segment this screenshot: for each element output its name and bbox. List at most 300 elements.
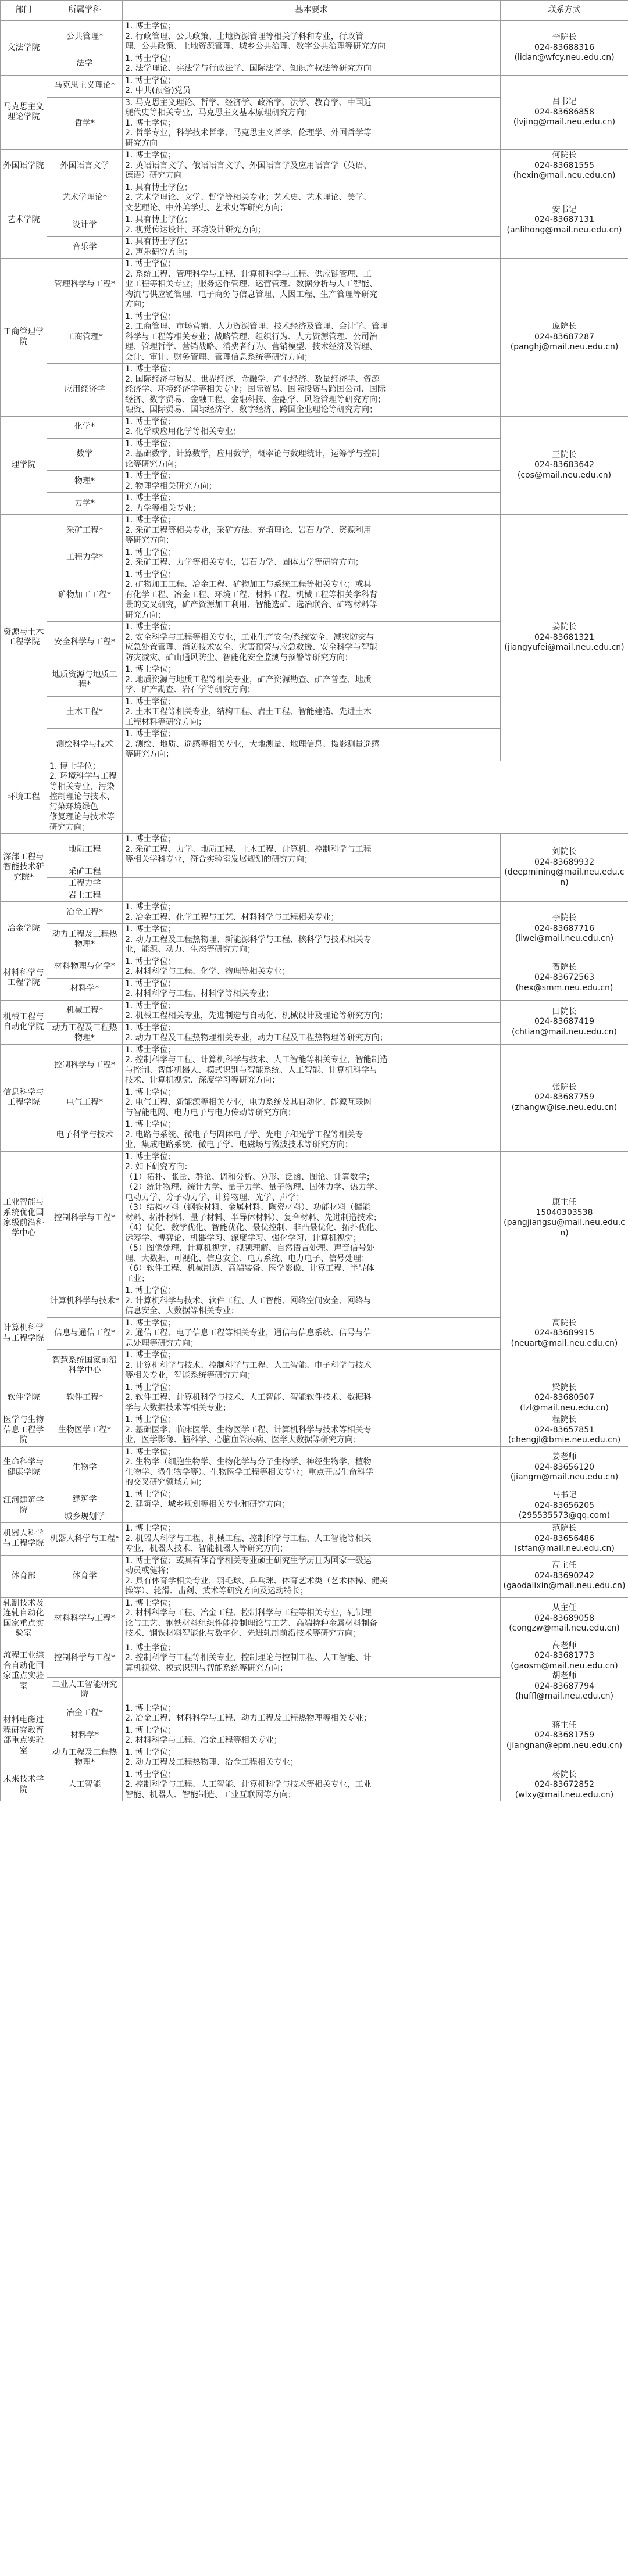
requirements-cell [123, 1555, 501, 1597]
department-cell: 材料电磁过程研究教育部重点实验室 [1, 1703, 47, 1769]
contact-name: 杨院长 [552, 1769, 577, 1779]
requirement-line: 2. 土木工程等相关专业，结构工程、岩土工程、智能建造、先进土木 [125, 707, 372, 716]
discipline-cell: 安全科学与工程* [47, 622, 123, 664]
requirement-line: 2. 测绘、地质、遥感等相关专业，大地测量、地理信息、摄影测量遥感 [125, 739, 380, 749]
header-requirements: 基本要求 [123, 1, 501, 21]
contact-email: (jiangyufei@mail.neu.edu.cn) [504, 643, 625, 652]
header-department: 部门 [1, 1, 47, 21]
contact-phone: 024-83688316 [534, 42, 595, 52]
contact-name: 范院长 [552, 1524, 577, 1533]
contact-cell [501, 1151, 628, 1285]
discipline-cell: 环境工程 [1, 761, 47, 834]
discipline-cell: 机器人科学与工程* [47, 1523, 123, 1556]
requirement-line: 等研究方向； [125, 750, 174, 759]
requirement-line: 2. 通信工程、电子信息工程等相关专业，通信与信息系统、信号与信 [125, 1328, 372, 1338]
requirement-line: 操等）、轮滑、击剑、武术等研究方向及运动特长； [125, 1586, 308, 1596]
contact-cell [501, 902, 628, 956]
requirement-line: 1. 博士学位； [125, 1382, 176, 1392]
requirement-line: 1. 博士学位； [125, 364, 176, 374]
table-row [1, 1000, 628, 1022]
requirement-line: 2. 行政管理、公共政策、土地资源管理等相关学科和专业，行政管 [125, 31, 363, 41]
requirements-cell [123, 515, 501, 547]
requirement-line: 1. 博士学位； [125, 622, 176, 632]
table-row [1, 515, 628, 547]
requirements-cell [123, 1640, 501, 1677]
contact-name: 蒋主任 [552, 1720, 577, 1730]
requirements-cell [123, 311, 501, 364]
requirements-cell [123, 878, 501, 890]
department-cell: 冶金学院 [1, 902, 47, 956]
contact-name: 田院长 [552, 1006, 577, 1016]
table-row [1, 1382, 628, 1414]
department-cell: 工商管理学院 [1, 259, 47, 417]
requirements-cell [123, 1489, 501, 1511]
department-cell: 计算机科学与工程学院 [1, 1285, 47, 1382]
requirement-line: 经济学、环境经济学等相关专业；国际贸易、国际投资与跨国公司、国际 [125, 385, 386, 394]
requirements-cell [123, 1597, 501, 1640]
department-cell: 理学院 [1, 416, 47, 515]
department-cell: 机械工程与自动化学院 [1, 1000, 47, 1044]
contact-cell [501, 515, 628, 761]
contact-email: (congzw@mail.neu.edu.cn) [509, 1624, 620, 1633]
requirement-line: 工程材料等研究方向； [125, 717, 206, 727]
department-cell: 未来技术学院 [1, 1769, 47, 1801]
requirements-cell [123, 182, 501, 214]
contact-phone: 024-83681321 [534, 632, 595, 642]
department-cell: 机器人科学与工程学院 [1, 1523, 47, 1556]
requirement-line: 2. 电气工程、新能源等相关专业，电力系统及其自动化、能源互联网 [125, 1098, 372, 1107]
requirements-cell [123, 471, 501, 493]
requirement-line: （5）图像处理、计算机视觉、视频理解、自然语言处理、声音信号处 [125, 1244, 374, 1253]
requirement-line: 1. 博士学位； [125, 902, 176, 912]
requirement-line: 1. 博士学位；或具有体育学相关专业硕士研究生学历且为国家一级运 [125, 1556, 372, 1565]
requirement-line: 材料、拓扑材料、量子材料、半导体材料）、复合材料、先进制造技术； [125, 1213, 381, 1223]
contact-name: 张院长 [552, 1082, 577, 1092]
requirement-line: 2. 物理学相关研究方向； [125, 481, 217, 491]
requirement-line: 专业，机器人技术、智能机器人等研究方向； [125, 1544, 288, 1553]
department-cell: 生命科学与健康学院 [1, 1446, 47, 1489]
discipline-cell [123, 1677, 501, 1703]
requirement-line: 与控制、智能机器人、模式识别与智能系统、人工智能、计算机科学与 [125, 1065, 377, 1075]
requirement-line: 2. 声乐研究方向； [125, 247, 192, 257]
requirements-cell [123, 1725, 501, 1747]
table-row [1, 1414, 628, 1447]
discipline-cell: 矿物加工工程* [47, 569, 123, 622]
requirement-line: 2. 控制科学与工程、人工智能、计算机科学与技术等相关专业，工业 [125, 1780, 372, 1789]
requirement-line: 1. 博士学位； [125, 1023, 176, 1033]
requirement-line: 信息安全、大数据等相关专业； [125, 1306, 239, 1316]
discipline-cell: 管理科学与工程* [47, 259, 123, 311]
contact-phone: 024-83672852 [534, 1780, 595, 1789]
requirement-line: 1. 博士学位； [125, 1489, 176, 1499]
requirement-line: 1. 博士学位； [125, 1152, 176, 1162]
contact-email: (hex@smm.neu.edu.cn) [515, 983, 613, 993]
requirement-line: 工业； [125, 1274, 149, 1284]
discipline-cell: 电子科学与技术 [47, 1119, 123, 1152]
table-row [1, 21, 628, 53]
requirements-cell [123, 1119, 501, 1152]
requirement-line: 2. 冶金工程、化学工程与工艺、材料科学与工程相关专业； [125, 912, 339, 922]
requirement-line: 学与大数据技术等相关专业； [125, 1403, 231, 1413]
contact-name: 姜老师 [552, 1452, 577, 1462]
requirements-cell [123, 150, 501, 182]
requirement-line: 生物学、微生物学等）、生物医学工程等相关专业；重点开展生命科学 [125, 1467, 373, 1477]
table-header-row [1, 1, 628, 21]
department-cell: 材料科学与工程学院 [1, 956, 47, 1000]
requirements-cell [123, 729, 501, 761]
discipline-cell: 软件工程* [47, 1382, 123, 1414]
requirement-line: 电动力学、分子动力学、计算物理、光学、声学； [125, 1192, 304, 1202]
requirement-line: 防灾减灾、矿山通风防尘、智能化安全监测与预警等研究方向； [125, 653, 353, 662]
discipline-cell: 化学* [47, 416, 123, 438]
discipline-cell: 测绘科学与技术 [47, 729, 123, 761]
table-row [1, 834, 628, 866]
requirement-line: 2. 建筑学、城乡规划等相关专业和研究方向； [125, 1500, 290, 1509]
discipline-cell: 人工智能 [47, 1769, 123, 1801]
contact-name: 程院长 [552, 1415, 577, 1424]
requirements-cell [123, 1151, 501, 1285]
discipline-cell: 计算机科学与技术* [47, 1285, 123, 1318]
discipline-cell: 冶金工程* [47, 1703, 123, 1725]
requirement-line: 1. 博士学位； [125, 1120, 176, 1129]
table-row [1, 150, 628, 182]
contact-cell [501, 1769, 628, 1801]
requirement-line: 2. 如下研究方向： [125, 1162, 192, 1171]
requirements-cell [123, 696, 501, 729]
requirement-line: 2. 国际经济与贸易、世界经济、金融学、产业经济、数量经济学、资源 [125, 374, 380, 384]
contact-email: (cos@mail.neu.edu.cn) [517, 470, 612, 480]
requirement-line: 研究方向； [125, 610, 166, 620]
table-row [1, 1769, 628, 1801]
contact-email: (anlihong@mail.neu.edu.cn) [506, 225, 622, 235]
department-cell: 流程工业综合自动化国家重点实验室 [1, 1640, 47, 1703]
requirements-cell [123, 53, 501, 75]
table-row [1, 1285, 628, 1318]
requirement-line: 德语）研究方向 [125, 171, 182, 180]
requirements-cell [123, 438, 501, 471]
requirement-line: 等研究方向； [125, 536, 174, 545]
requirement-line: 理、公共政策、土地资源管理、城乡公共治理、数字公共治理等研究方向 [125, 42, 386, 51]
contact-phone: 024-83687419 [534, 1017, 595, 1027]
requirement-line: 2. 材料科学与工程、材料学等相关专业； [125, 989, 274, 998]
requirements-cell [123, 1747, 501, 1769]
requirement-line: 1. 博士学位； [49, 761, 101, 771]
discipline-cell: 工程力学* [47, 547, 123, 569]
requirements-cell [123, 1703, 501, 1725]
requirement-line: 2. 电路与系统、微电子与固体电子学、光电子和光学工程等相关专 [125, 1130, 363, 1140]
requirement-line: 1. 博士学位； [125, 925, 176, 934]
department-cell: 医学与生物信息工程学院 [1, 1414, 47, 1447]
requirements-cell [123, 902, 501, 924]
requirement-line: 1. 博士学位； [125, 547, 176, 557]
table-row [1, 1703, 628, 1725]
requirement-line: 业，能源、动力、生态等研究方向； [125, 945, 255, 954]
department-cell: 工业智能与系统优化国家级前沿科学中心 [1, 1151, 47, 1285]
requirement-line: 1. 博士学位； [125, 1415, 176, 1424]
discipline-cell: 地质资源与地质工程* [47, 664, 123, 697]
contact-email: (chengjl@bmie.neu.edu.cn) [508, 1435, 621, 1445]
requirement-line: 的交叉研究领域方向； [125, 1478, 206, 1487]
contact-email: (lzl@mail.neu.edu.cn) [520, 1403, 609, 1413]
requirement-line: 2. 中共(预备)党员 [125, 86, 191, 95]
contact-name: 刘院长 [552, 847, 577, 857]
contact-email: (295535573@qq.com) [518, 1511, 611, 1520]
contact-phone: 024-83687716 [534, 923, 595, 933]
contact-name: 康主任 [552, 1198, 577, 1208]
requirement-line: 2. 软件工程、计算机科学与技术、人工智能、智能软件技术、数据科 [125, 1393, 372, 1402]
requirements-cell [123, 956, 501, 978]
contact-cell [501, 1044, 628, 1151]
contact-phone: 024-83687759 [534, 1092, 595, 1102]
contact-cell [501, 1489, 628, 1523]
requirement-line: 1. 博士学位； [125, 259, 176, 268]
requirement-line: 2. 环境科学与工程等相关专业，污染控制理论与技术、污染环境绿色 [49, 772, 117, 812]
contact-name: 胡老师 [552, 1671, 577, 1681]
discipline-cell: 哲学* [47, 97, 123, 150]
contact-email: (pangjiangsu@mail.neu.edu.cn) [504, 1218, 625, 1238]
requirements-cell [123, 924, 501, 956]
discipline-cell: 动力工程及工程热物理* [47, 1022, 123, 1044]
requirement-line: 2. 材料科学与工程、冶金工程等相关专业； [125, 1736, 282, 1745]
discipline-cell: 设计学 [47, 214, 123, 237]
requirement-line: 技术、计算机视觉、深度学习等研究方向； [125, 1076, 280, 1085]
requirement-line: 1. 博士学位； [125, 729, 176, 739]
requirement-line: 1. 博士学位； [125, 1643, 176, 1653]
requirement-line: 1. 博士学位； [125, 53, 176, 63]
requirement-line: 智能、机器人、智能制造、工业互联网等方向； [125, 1790, 296, 1800]
table-row [1, 1597, 628, 1640]
requirement-line: 融资、国际贸易、国际经济学、数字经济、跨国企业理论等研究方向； [125, 405, 377, 414]
discipline-cell: 智慧系统国家前沿科学中心 [47, 1350, 123, 1382]
contact-phone: 024-83689058 [534, 1613, 595, 1623]
contact-phone: 024-83687794 [534, 1681, 595, 1691]
discipline-cell: 公共管理* [47, 21, 123, 53]
requirement-line: 2. 矿物加工工程、冶金工程、矿物加工与系统工程等相关专业；或具 [125, 580, 372, 589]
requirement-line: 等相关专业，智能系统等研究方向； [125, 1371, 255, 1380]
contact-cell [501, 1446, 628, 1489]
discipline-cell: 控制科学与工程* [47, 1640, 123, 1677]
discipline-cell: 采矿工程 [47, 866, 123, 878]
contact-cell [501, 1285, 628, 1382]
department-cell: 工业人工智能研究院 [47, 1677, 123, 1703]
contact-phone: 024-83686858 [534, 107, 595, 117]
requirement-line: 2. 地质资源与地质工程等相关专业，矿产资源勘查、矿产普查、地质 [125, 675, 372, 685]
requirement-line: 应急处置管理、消防技术安全、灾害预警与应急救援、安全科学与智能 [125, 643, 377, 652]
table-row [1, 1446, 628, 1489]
contact-cell [501, 416, 628, 515]
requirement-line: 1. 博士学位； [125, 834, 176, 844]
requirement-line: 2. 视觉传达设计、环境设计研究方向； [125, 225, 266, 235]
discipline-cell: 工程力学 [47, 878, 123, 890]
requirement-line: 算机视觉、模式识别与智能系统等研究方向； [125, 1663, 288, 1673]
requirement-line: 有化学工程、冶金工程、环境工程、材料工程、机械工程等相关学科背 [125, 590, 377, 600]
contact-cell [501, 1640, 628, 1703]
requirement-line: 1. 博士学位； [125, 1769, 176, 1779]
requirement-line: 2. 安全科学与工程等相关专业，工业生产安全/系统安全、减灾防灾与 [125, 632, 374, 642]
requirement-line: 2. 基础医学、临床医学、生物医学工程、计算机科学与技术等相关专 [125, 1425, 372, 1435]
requirement-line: 1. 博士学位； [125, 569, 176, 579]
requirement-line: 文艺理论、中外美学史、艺术史等研究方向； [125, 203, 288, 213]
contact-email: (gaodalixin@mail.neu.edu.cn) [503, 1581, 626, 1591]
department-cell: 软件学院 [1, 1382, 47, 1414]
requirement-line: 2. 工商管理、市场营销、人力资源管理、技术经济及管理、会计学、管理 [125, 322, 388, 331]
requirement-line: 2. 控制科学与工程等相关专业，控制理论与控制工程、人工智能、计 [125, 1653, 372, 1663]
requirements-cell [123, 1414, 501, 1447]
requirement-line: 2. 冶金工程、材料科学与工程、动力工程及工程热物理等相关专业； [125, 1714, 372, 1723]
table-row [1, 1523, 628, 1556]
header-contact: 联系方式 [501, 1, 628, 21]
contact-cell [501, 956, 628, 1000]
contact-email: (chtian@mail.neu.edu.cn) [512, 1027, 617, 1037]
department-cell: 艺术学院 [1, 182, 47, 259]
requirement-line: 息处理等研究方向； [125, 1338, 198, 1348]
requirements-cell [123, 1285, 501, 1318]
contact-name: 马书记 [552, 1491, 577, 1500]
requirement-line: （2）统计物理、统计力学、量子力学、量子物理、固体力学、热力学、 [125, 1183, 383, 1192]
requirements-cell [123, 1511, 501, 1523]
discipline-cell: 冶金工程* [47, 902, 123, 924]
requirement-line: 1. 博士学位； [125, 956, 176, 966]
table-row [1, 75, 628, 97]
contact-email: (zhangw@ise.neu.edu.cn) [511, 1102, 618, 1112]
requirements-cell [123, 1044, 501, 1087]
requirement-line: 景的交叉研究，矿产资源加工利用、智能选矿、选冶联合、矿物材料等 [125, 600, 377, 610]
requirement-line: 1. 博士学位； [125, 1286, 176, 1295]
table-row [1, 416, 628, 438]
discipline-cell: 马克思主义理论* [47, 75, 123, 97]
requirement-line: 1. 博士学位； [125, 1350, 176, 1360]
discipline-cell: 法学 [47, 53, 123, 75]
discipline-cell: 土木工程* [47, 696, 123, 729]
requirement-line: 1. 博士学位； [125, 439, 176, 449]
table-row [1, 182, 628, 214]
contact-cell [501, 21, 628, 76]
requirements-cell [123, 1382, 501, 1414]
requirements-cell [123, 214, 501, 237]
requirement-line: 2. 机器人科学与工程、机械工程、控制科学与工程、人工智能等相关 [125, 1534, 372, 1543]
contact-name: 何院长 [552, 151, 577, 160]
requirement-line: 业，集成电路系统、微电子学、电磁场与微波技术等研究方向； [125, 1140, 353, 1149]
requirements-cell [123, 259, 501, 311]
requirement-line: 理、管理哲学、营销战略、消费者行为、营销模型、技术经济及管理、 [125, 342, 377, 352]
contact-email: (wlxy@mail.neu.edu.cn) [515, 1790, 614, 1800]
requirement-line: 2. 艺术学理论、文学、哲学等相关专业；艺术史、艺术理论、美学、 [125, 193, 372, 202]
contact-cell [501, 1523, 628, 1556]
discipline-cell: 机械工程* [47, 1000, 123, 1022]
table-row [1, 1640, 628, 1677]
contact-cell [501, 182, 628, 259]
contact-email: (stfan@mail.neu.edu.cn) [514, 1544, 615, 1553]
discipline-cell: 材料科学与工程* [47, 1597, 123, 1640]
contact-cell [501, 1703, 628, 1769]
requirement-line: 1. 博士学位； [125, 979, 176, 988]
requirement-line: 经济、数字贸易、金融工程、金融科技、金融学、风险管理等研究方向； [125, 395, 386, 404]
table-row [1, 1151, 628, 1285]
discipline-cell: 力学* [47, 493, 123, 515]
requirement-line: 1. 博士学位； [125, 1524, 176, 1533]
contact-phone: 024-83681773 [534, 1651, 595, 1660]
discipline-cell: 艺术学理论* [47, 182, 123, 214]
discipline-cell: 采矿工程* [47, 515, 123, 547]
contact-cell [501, 1555, 628, 1597]
requirements-cell [123, 1022, 501, 1044]
discipline-cell: 体育学 [47, 1555, 123, 1597]
table-row [1, 1555, 628, 1597]
requirement-line: 会计、审计、财务管理、管理信息系统等研究方向； [125, 352, 312, 362]
requirement-line: 2. 计算机科学与技术、软件工程、人工智能、网络空间安全、网络与 [125, 1296, 372, 1306]
discipline-cell: 控制科学与工程* [47, 1151, 123, 1285]
contact-email: (lidan@wfcy.neu.edu.cn) [514, 53, 615, 62]
requirement-line: 1. 博士学位； [125, 1447, 176, 1457]
contact-cell [501, 1597, 628, 1640]
table-row [1, 1489, 628, 1511]
requirement-line: 1. 博士学位； [125, 471, 176, 481]
table-row [1, 902, 628, 924]
requirement-line: 1. 博士学位； [125, 151, 176, 160]
requirement-line: 1. 博士学位； [125, 76, 176, 85]
discipline-cell: 材料学* [47, 978, 123, 1000]
requirements-cell [123, 1769, 501, 1801]
discipline-cell: 音乐学 [47, 237, 123, 259]
requirement-line: 1. 博士学位； [125, 1747, 176, 1757]
requirements-cell [123, 1350, 501, 1382]
requirement-line: 2. 基础数学，计算数学，应用数学，概率论与数理统计，运筹学与控制 [125, 449, 380, 458]
discipline-cell: 数学 [47, 438, 123, 471]
requirements-cell [123, 364, 501, 417]
table-body [1, 21, 628, 1801]
requirement-line: 论与工艺、钢铁材料组织性能控制理论与工艺、高端特种金属材料制备 [125, 1618, 377, 1628]
requirement-line: 2. 动力工程及工程热物理、冶金工程相关专业； [125, 1758, 298, 1767]
requirement-line: 学、矿产勘查、岩石学等研究方向； [125, 685, 255, 694]
department-cell: 江河建筑学院 [1, 1489, 47, 1523]
requirement-line: 科学与工程等相关专业；战略管理、组织行为、人力资源管理、公司治 [125, 332, 377, 342]
contact-name: 贺院长 [552, 962, 577, 972]
requirement-line: 1. 博士学位； [125, 1045, 176, 1055]
discipline-cell: 生物学 [47, 1446, 123, 1489]
contact-name: 高主任 [552, 1561, 577, 1571]
contact-email: (neuart@mail.neu.edu.cn) [511, 1338, 618, 1348]
contact-name: 吕书记 [552, 97, 577, 106]
requirement-line: 技术、钢铁材料智能化与数字化、先进轧制前沿技术等研究方向； [125, 1629, 361, 1638]
discipline-cell: 生物医学工程* [47, 1414, 123, 1447]
contact-cell [501, 1414, 628, 1447]
requirement-line: 动员或健将； [125, 1566, 174, 1575]
discipline-cell: 信息与通信工程* [47, 1317, 123, 1350]
table-row [1, 1044, 628, 1087]
requirement-line: 1. 博士学位； [125, 1598, 176, 1608]
table-row [1, 259, 628, 311]
requirements-cell [123, 1523, 501, 1556]
contact-phone: 024-83687131 [534, 215, 595, 224]
department-cell: 外国语学院 [1, 150, 47, 182]
requirement-line: 2. 动力工程及工程热物理、新能源科学与工程、核科学与技术相关专 [125, 934, 372, 944]
requirements-cell [123, 237, 501, 259]
contact-email: (liwei@mail.neu.edu.cn) [515, 934, 614, 943]
contact-email: (hexin@mail.neu.edu.cn) [513, 171, 616, 180]
requirement-line: 方向； [125, 300, 149, 309]
requirement-line: 业工程等相关专业；服务运作管理、运营管理、数据分析与人工智能、 [125, 280, 377, 289]
requirement-line: 2. 系统工程、管理科学与工程、计算机科学与工程、供应链管理、工 [125, 269, 372, 279]
requirement-line: 1. 博士学位； [125, 118, 176, 128]
department-cell: 轧制技术及连轧自动化国家重点实验室 [1, 1597, 47, 1640]
requirements-cell [123, 1317, 501, 1350]
requirements-cell [123, 21, 501, 53]
requirements-cell [123, 493, 501, 515]
table-row [1, 761, 628, 834]
requirement-line: 1. 博士学位； [125, 417, 176, 427]
contact-name: 李院长 [552, 33, 577, 42]
contact-name: 王院长 [552, 450, 577, 460]
